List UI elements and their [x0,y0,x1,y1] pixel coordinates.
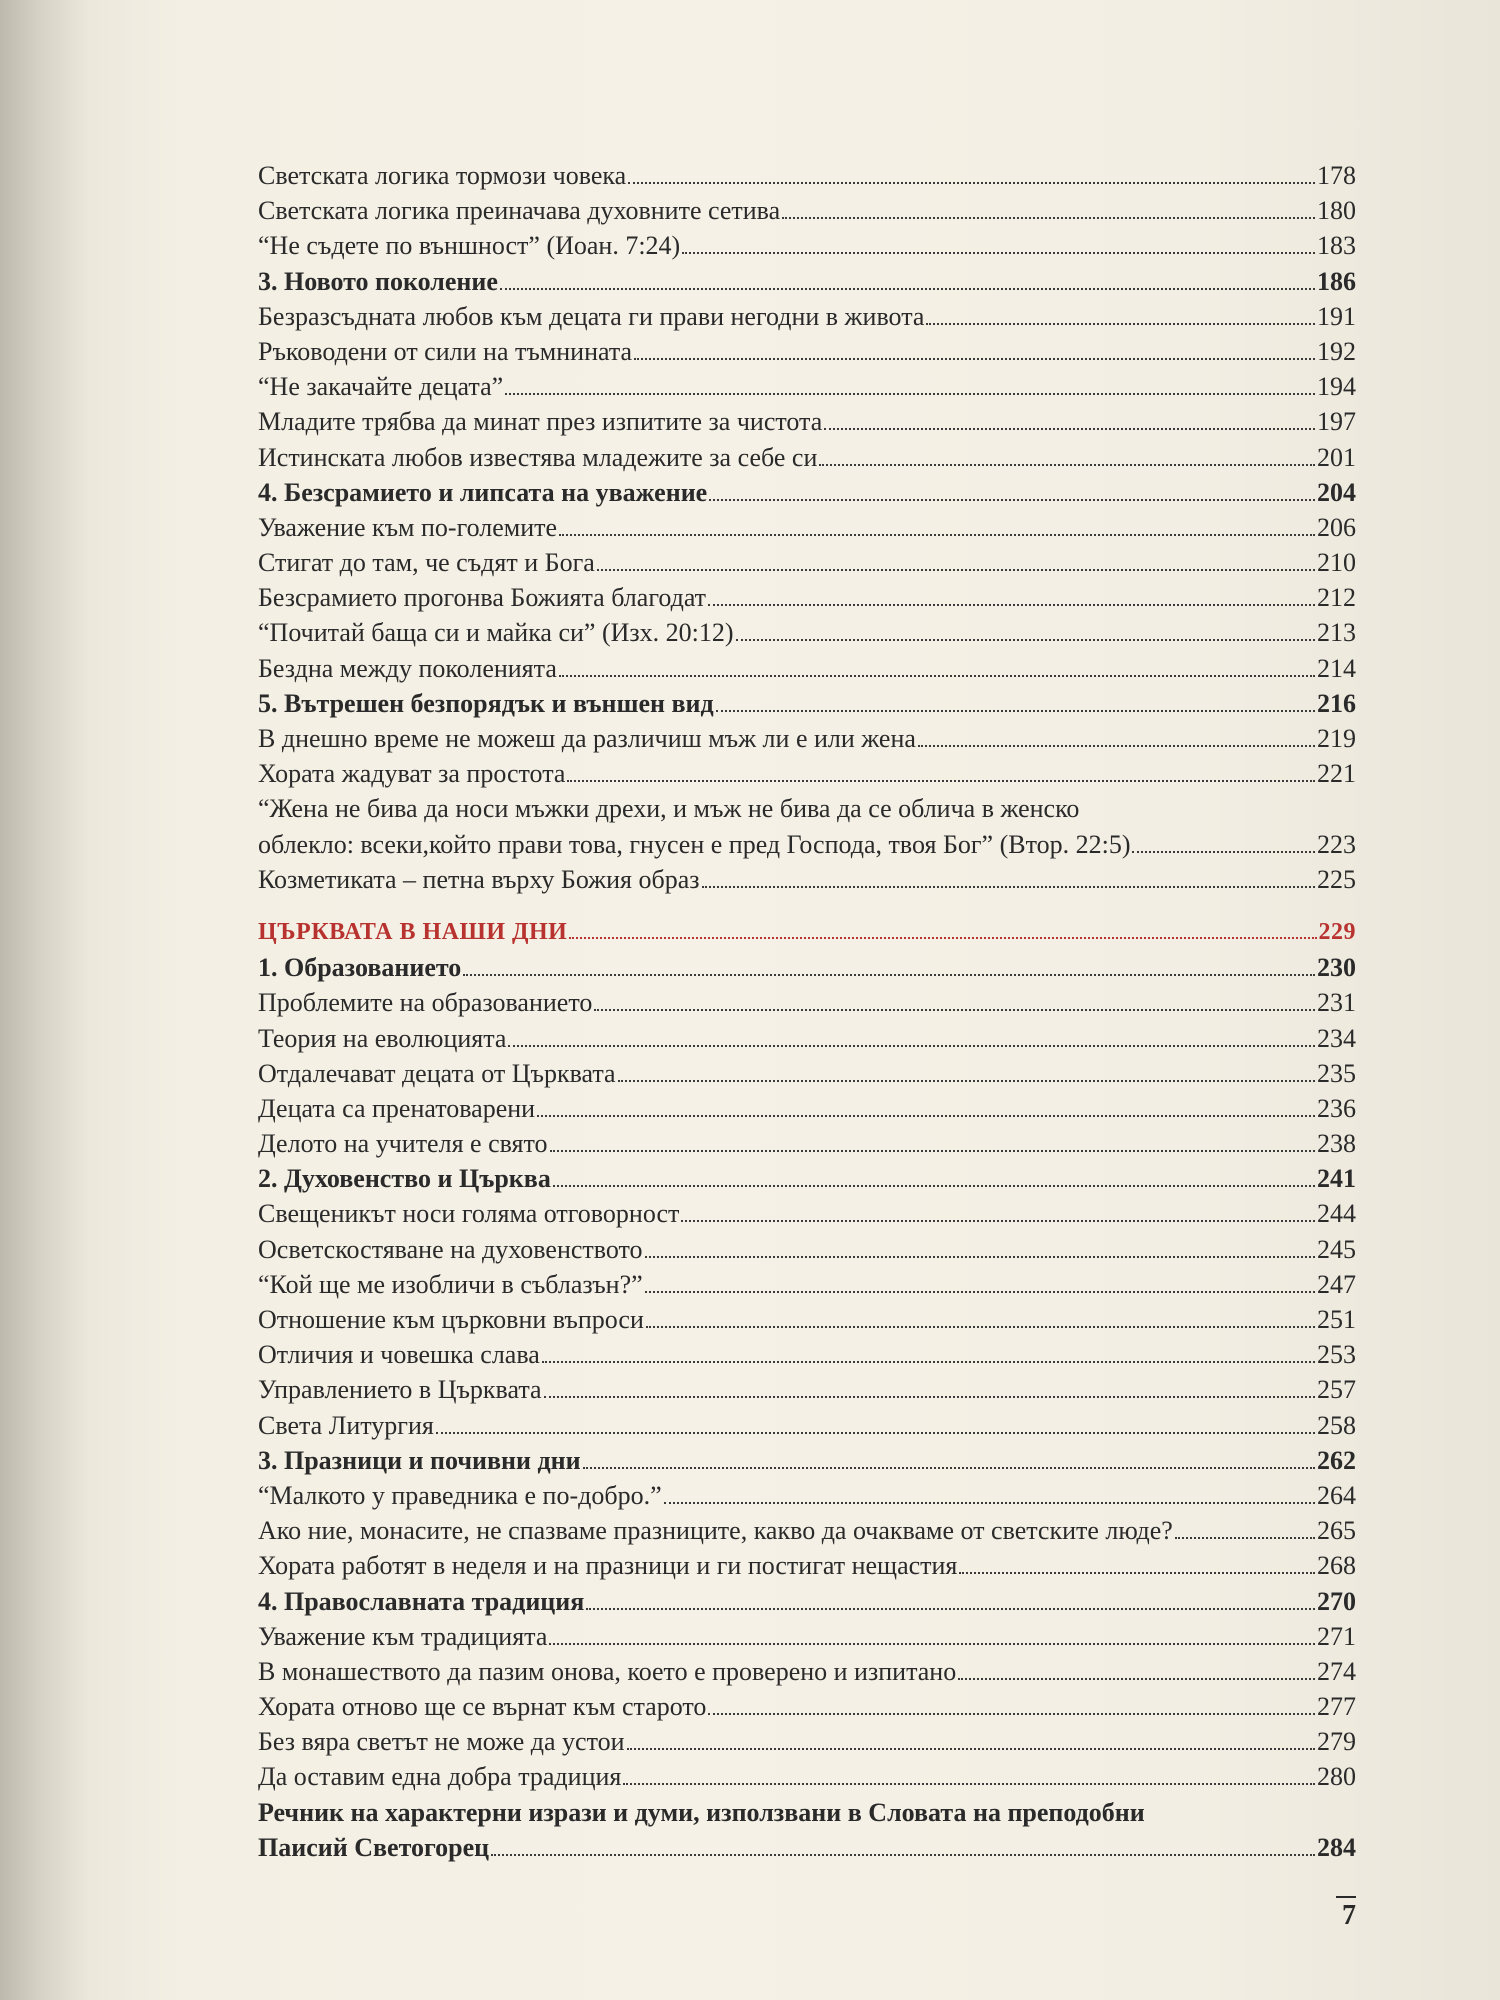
toc-entry [258,1513,1356,1548]
dot-leader [594,1009,1315,1011]
toc-entry-title: Бездна между поколенията [258,653,557,683]
toc-page-number: 201 [1317,442,1356,472]
toc-entry-title: Стигат до там, че съдят и Бога [258,548,595,578]
dot-leader [824,428,1315,430]
toc-subsection-heading [258,264,1356,299]
toc-entry-title: 3. Празници и почивни дни [258,1445,581,1475]
dot-leader [736,639,1315,641]
toc-page-number: 277 [1317,1692,1356,1722]
toc-entry-title: 4. Безсрамието и липсата на уважение [258,477,708,507]
toc-page-number: 214 [1317,653,1356,683]
dot-leader [508,1045,1315,1047]
dot-leader [646,1326,1315,1328]
toc-entry-wrapped-line2 [258,827,1356,862]
toc-entry [258,1654,1356,1689]
toc-page-number: 223 [1317,829,1356,859]
dot-leader [708,604,1315,606]
toc-entry-title: “Не закачайте децата” [258,372,504,402]
toc-entry-title: Управлението в Църквата [258,1375,542,1405]
toc-entry-title: “Почитай баща си и майка си” (Изх. 20:12) [258,618,734,648]
toc-entry-title: облекло: всеки,който прави това, гнусен е пред Господа, твоя Бог” (Втор. 22:5) [258,829,1131,859]
toc-entry [258,1232,1356,1267]
toc-page-number: 274 [1317,1656,1356,1686]
dot-leader [645,1291,1315,1293]
toc-page-number: 270 [1317,1586,1356,1616]
toc-entry [258,1724,1356,1759]
toc-entry-title: Истинската любов известява младежите за себе си [258,442,818,472]
toc-entry-title: 3. Новото поколение [258,266,498,296]
toc-section-1-end [258,862,1356,897]
chapter-page-number: 229 [1318,918,1356,945]
dot-leader [628,182,1315,184]
toc-entry-title: Свещеникът носи голяма отговорност [258,1199,680,1229]
toc-entry-title: Ако ние, монасите, не спазваме празниците, какво да очакваме от светските люде? [258,1516,1173,1546]
toc-page-number: 251 [1317,1305,1356,1334]
toc-page-number: 219 [1317,724,1356,753]
toc-entry [258,1619,1356,1654]
page-number: 7 [1336,1896,1356,1932]
toc-subsection-heading [258,686,1356,721]
toc-entry [258,615,1356,650]
toc-subsection-heading [258,1443,1356,1478]
toc-entry [258,1126,1356,1161]
dot-leader [708,1713,1315,1715]
dot-leader [1175,1537,1315,1539]
toc-entry [258,1196,1356,1231]
dot-leader [819,464,1315,466]
toc-entry [258,1267,1356,1302]
toc-entry [258,158,1356,193]
toc-entry-title: Делото на учителя е свято [258,1129,548,1159]
dot-leader [682,252,1315,254]
toc-page-number: 264 [1317,1480,1356,1510]
dot-leader [463,974,1315,976]
toc-page-number: 206 [1317,512,1356,542]
toc-page-number: 241 [1317,1164,1356,1194]
toc-entry-title: Отличия и човешка слава [258,1340,540,1370]
toc-entry [258,580,1356,615]
toc-page-number: 180 [1317,196,1356,226]
dot-leader [505,393,1315,395]
toc-entry [258,985,1356,1020]
toc-entry-title: Безразсъдната любов към децата ги прави негодни в живота [258,301,925,331]
toc-page-number: 216 [1317,688,1356,718]
dot-leader [709,499,1315,501]
dot-leader [586,1608,1315,1610]
toc-subsection-heading [258,1161,1356,1196]
toc-page-number: 280 [1317,1762,1356,1792]
toc-entry [258,1372,1356,1407]
toc-entry-title: Безсрамието прогонва Божията благодат [258,583,707,613]
toc-page-number: 230 [1317,953,1356,983]
dot-leader [702,886,1315,888]
toc-entry [258,1478,1356,1513]
dot-leader [618,1080,1315,1082]
toc-page-number: 194 [1317,372,1356,402]
toc-glossary-line1 [258,1795,1356,1830]
dot-leader [959,1572,1315,1574]
toc-page-number: 221 [1317,759,1356,789]
toc-page-number: 192 [1317,336,1356,366]
dot-leader [491,1854,1315,1856]
dot-leader [627,1748,1315,1750]
toc-subsection-heading [258,950,1356,985]
toc-page-number: 236 [1317,1093,1356,1123]
toc-entry-title: В днешно време не можеш да различиш мъж ли е или жена [258,724,916,753]
toc-entry-title: Светската логика преиначава духовните сетива [258,196,781,226]
toc-entry-title: 5. Вътрешен безпорядък и външен вид [258,688,714,718]
toc-entry [258,193,1356,228]
dot-leader [537,1115,1315,1117]
dot-leader [559,675,1315,677]
toc-page-number: 197 [1317,407,1356,437]
toc-page-number: 212 [1317,583,1356,613]
toc-entry [258,862,1356,897]
dot-leader [918,745,1315,747]
toc-entry-title: Уважение към традицията [258,1621,548,1651]
toc-entry [258,404,1356,439]
toc-entry-title: В монашеството да пазим онова, което е проверено и изпитано [258,1656,957,1686]
toc-entry-title: 4. Православната традиция [258,1586,585,1616]
toc-entry [258,440,1356,475]
toc-entry-title: Да оставим една добра традиция [258,1762,622,1792]
dot-leader [634,358,1315,360]
dot-leader [1132,851,1315,853]
toc-section-2 [258,950,1356,1795]
dot-leader [958,1678,1315,1680]
toc-entry-title: Хората работят в неделя и на празници и ги постигат нещастия [258,1551,958,1581]
dot-leader [500,288,1315,290]
toc-entry [258,1056,1356,1091]
toc-page-number: 244 [1317,1199,1356,1229]
toc-entry [258,228,1356,263]
toc-entry-title: Уважение към по-големите [258,512,558,542]
toc-page-number: 210 [1317,548,1356,578]
dot-leader [436,1432,1315,1434]
toc-chapter-heading [258,915,1356,950]
toc-page-number: 271 [1317,1621,1356,1651]
glossary-title: Речник на характерни изрази и думи, използвани в Словата на преподобни [258,1797,1145,1827]
toc-entry-title: Хората отново ще се върнат към старото [258,1692,707,1722]
toc-entry [258,756,1356,791]
toc-entry-title: Отношение към църковни въпроси [258,1305,644,1334]
toc-entry [258,1759,1356,1794]
toc-entry-title: Ръководени от сили на тъмнината [258,336,633,366]
toc-page-number: 186 [1317,266,1356,296]
dot-leader [583,1467,1315,1469]
dot-leader [926,323,1315,325]
toc-entry [258,1548,1356,1583]
toc-entry-title: Децата са пренатоварени [258,1093,536,1123]
glossary-title: Паисий Светогорец [258,1832,490,1862]
toc-entry-title: “Жена не бива да носи мъжки дрехи, и мъж не бива да се облича в женско [258,794,1080,824]
toc-subsection-heading [258,475,1356,510]
dot-leader [782,217,1315,219]
table-of-contents [258,158,1356,1865]
toc-entry-title: 2. Духовенство и Църква [258,1164,551,1194]
toc-entry-title: Хората жадуват за простота [258,759,566,789]
toc-page-number: 257 [1317,1375,1356,1405]
toc-page-number: 247 [1317,1269,1356,1299]
toc-page-number: 253 [1317,1340,1356,1370]
toc-entry [258,1091,1356,1126]
dot-leader [716,710,1315,712]
toc-entry-title: “Не съдете по външност” (Иоан. 7:24) [258,231,681,261]
dot-leader [549,1643,1315,1645]
toc-entry [258,1021,1356,1056]
dot-leader [569,937,1316,939]
toc-entry-title: Отдалечават децата от Църквата [258,1058,616,1088]
toc-entry [258,369,1356,404]
dot-leader [623,1783,1315,1785]
toc-entry-title: Теория на еволюцията [258,1023,507,1053]
toc-subsection-heading [258,1584,1356,1619]
dot-leader [567,780,1315,782]
dot-leader [553,1185,1315,1187]
toc-page-number: 265 [1317,1516,1356,1546]
toc-entry-title: Младите трябва да минат през изпитите за чистота [258,407,823,437]
toc-entry-title: Без вяра светът не може да устои [258,1727,625,1757]
dot-leader [550,1150,1315,1152]
glossary-page-number: 284 [1317,1832,1356,1862]
dot-leader [681,1220,1315,1222]
toc-entry [258,651,1356,686]
toc-entry [258,545,1356,580]
dot-leader [645,1256,1315,1258]
dot-leader [664,1502,1315,1504]
toc-entry [258,1337,1356,1372]
toc-page-number: 245 [1317,1234,1356,1264]
toc-entry-title: “Малкото у праведника е по-добро.” [258,1480,662,1510]
toc-entry-title: 1. Образованието [258,953,462,983]
toc-entry-title: Козметиката – петна върху Божия образ [258,864,700,894]
toc-page-number: 183 [1317,231,1356,261]
toc-entry-title: Света Литургия [258,1410,434,1440]
toc-page-number: 235 [1317,1058,1356,1088]
dot-leader [544,1396,1315,1398]
toc-page-number: 178 [1317,161,1356,190]
toc-entry [258,1302,1356,1337]
toc-page-number: 191 [1317,301,1356,331]
toc-entry-title: “Кой ще ме изобличи в съблазън?” [258,1269,643,1299]
dot-leader [559,534,1315,536]
toc-page-number: 234 [1317,1023,1356,1053]
toc-entry [258,510,1356,545]
toc-glossary-line2 [258,1830,1356,1865]
toc-page-number: 279 [1317,1727,1356,1757]
toc-entry [258,721,1356,756]
toc-entry [258,1408,1356,1443]
toc-entry-wrapped-line1 [258,791,1356,826]
toc-entry-title: Проблемите на образованието [258,988,593,1018]
toc-page-number: 262 [1317,1445,1356,1475]
toc-page-number: 258 [1317,1410,1356,1440]
toc-page-number: 213 [1317,618,1356,648]
toc-page-number: 204 [1317,477,1356,507]
toc-page-number: 231 [1317,988,1356,1018]
toc-section-1 [258,158,1356,791]
toc-page-number: 238 [1317,1129,1356,1159]
dot-leader [542,1361,1315,1363]
dot-leader [597,569,1315,571]
toc-entry [258,1689,1356,1724]
toc-page-number: 268 [1317,1551,1356,1581]
chapter-title: ЦЪРКВАТА В НАШИ ДНИ [258,918,568,945]
toc-page-number: 225 [1317,864,1356,894]
toc-entry-title: Осветскостяване на духовенството [258,1234,643,1264]
toc-entry [258,334,1356,369]
toc-entry [258,299,1356,334]
toc-entry-title: Светската логика тормози човека [258,161,627,190]
